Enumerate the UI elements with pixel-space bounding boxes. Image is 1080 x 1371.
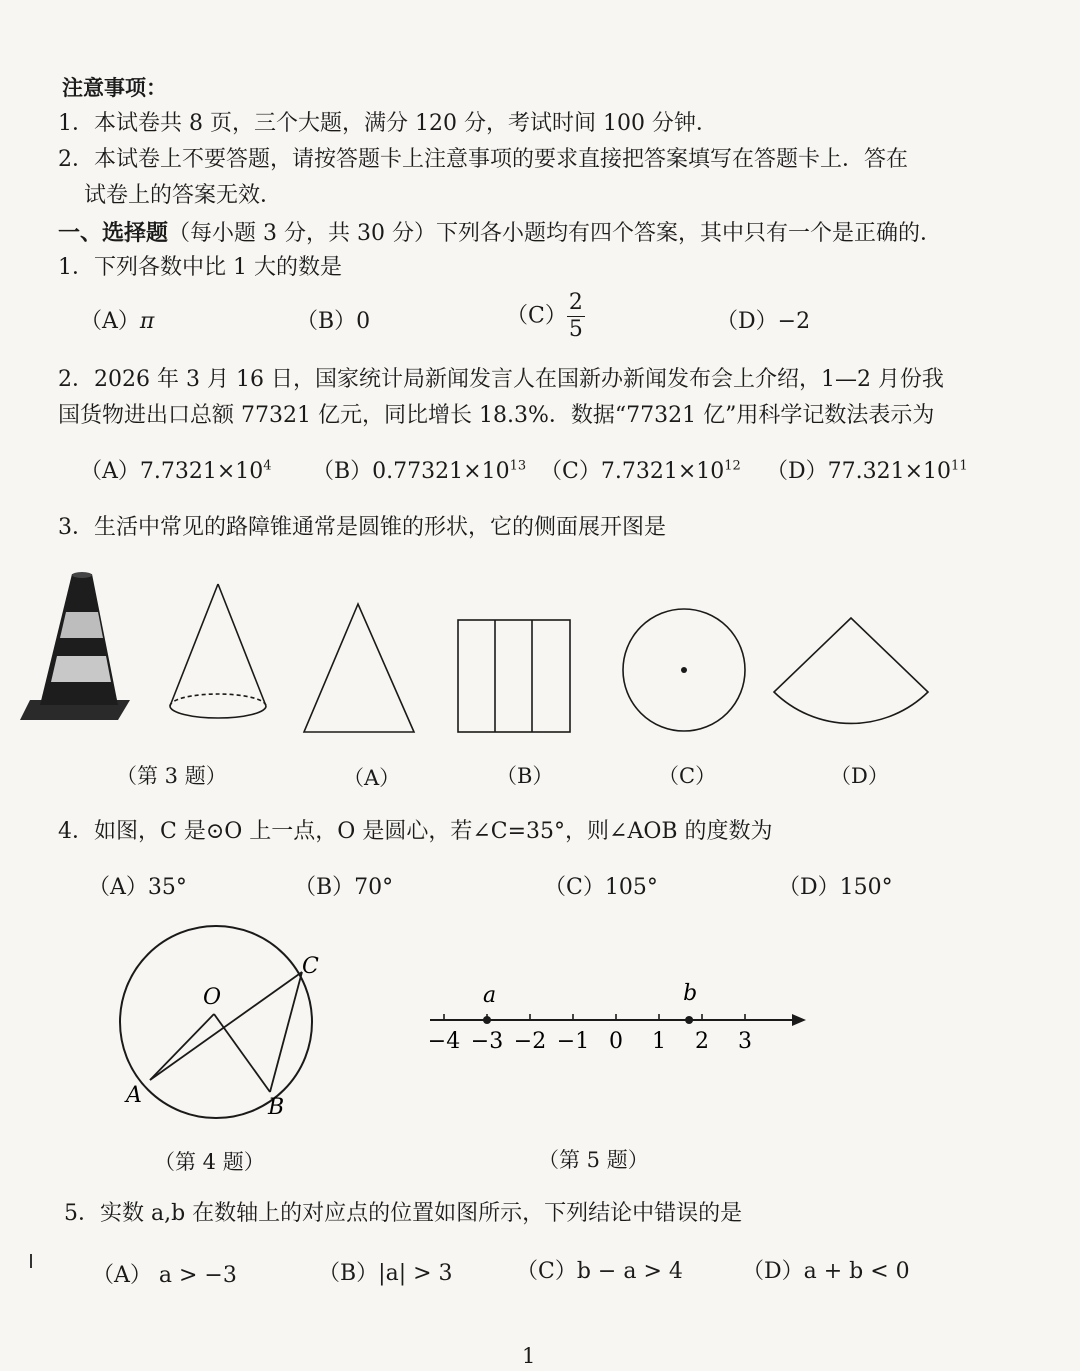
q4-option-a: （A）35° xyxy=(88,875,187,900)
question-1-stem: 1．下列各数中比 1 大的数是 xyxy=(58,255,342,280)
point-b-marker xyxy=(685,1016,693,1024)
q5-option-b: （B）|a| > 3 xyxy=(318,1261,453,1286)
section-1-description: （每小题 3 分，共 30 分）下列各小题均有四个答案，其中只有一个是正确的． xyxy=(168,221,942,246)
question-5-stem: 5．实数 a,b 在数轴上的对应点的位置如图所示，下列结论中错误的是 xyxy=(64,1201,743,1226)
section-1-title: 一、选择题 xyxy=(58,220,169,246)
tick-label: −1 xyxy=(556,1029,590,1054)
q2-option-c: $(C)7.7321\times 10^{12}$ xyxy=(540,458,741,484)
tick-label: −2 xyxy=(513,1029,547,1054)
q4-figure-caption: （第 4 题） xyxy=(154,1150,265,1174)
q4-option-b: （B）70° xyxy=(294,875,394,900)
tick-label: −4 xyxy=(427,1029,461,1054)
q4-option-d: （D）150° xyxy=(778,875,893,900)
page-number: 1 xyxy=(522,1344,536,1368)
q5-option-a: （A） a > −3 xyxy=(92,1263,237,1288)
question-4-circle-figure xyxy=(110,916,340,1126)
cropped-title-fragment xyxy=(200,0,820,6)
q5-option-c: （C）b − a > 4 xyxy=(516,1259,683,1284)
q3-caption-question: （第 3 题） xyxy=(116,764,227,788)
notice-item-1: 1．本试卷共 8 页，三个大题，满分 120 分，考试时间 100 分钟． xyxy=(58,111,718,136)
q5-option-d: （D）a + b < 0 xyxy=(742,1259,910,1284)
option-d-sector xyxy=(774,618,928,723)
question-2-stem-line-2: 国货物进出口总额 77321 亿元，同比增长 18.3%．数据“77321 亿”用科学记数法表示为 xyxy=(58,403,935,428)
q1-option-d: （D）−2 xyxy=(716,309,811,334)
q3-caption-c: （C） xyxy=(658,764,717,788)
point-a-marker xyxy=(483,1016,491,1024)
q1-option-c: （C） $\frac{2}{5}$ xyxy=(506,290,583,342)
point-a-label: A xyxy=(126,1083,142,1108)
margin-mark xyxy=(30,1254,32,1268)
q5-figure-caption: （第 5 题） xyxy=(538,1148,649,1172)
q3-caption-b: （B） xyxy=(496,764,554,788)
point-c-label: C xyxy=(302,954,319,979)
option-c-circle xyxy=(623,609,745,731)
point-b-label: B xyxy=(268,1095,285,1120)
point-o-label: O xyxy=(203,985,222,1010)
cone-drawing xyxy=(170,584,266,718)
q2-option-a: $(A)7.7321\times 10^4$ xyxy=(80,458,272,484)
question-4-stem: 4．如图，C 是⊙O 上一点，O 是圆心，若∠C=35°，则∠AOB 的度数为 xyxy=(58,819,773,844)
point-b-label: b xyxy=(683,981,698,1006)
tick-label: 0 xyxy=(609,1029,623,1054)
option-b-rectangle xyxy=(458,620,570,732)
q1-option-b: （B）0 xyxy=(296,309,371,334)
point-a-label: a xyxy=(483,983,497,1008)
q4-option-c: （C）105° xyxy=(544,875,658,900)
notice-item-2-line-1: 2．本试卷上不要答题，请按答题卡上注意事项的要求直接把答案填写在答题卡上．答在 xyxy=(58,147,908,172)
tick-label: 3 xyxy=(738,1029,752,1054)
question-3-stem: 3．生活中常见的路障锥通常是圆锥的形状，它的侧面展开图是 xyxy=(58,515,666,540)
question-3-figures xyxy=(0,560,1080,750)
tick-label: 1 xyxy=(652,1029,666,1054)
question-2-stem-line-1: 2．2026 年 3 月 16 日，国家统计局新闻发言人在国新办新闻发布会上介绍，1—2 月份我 xyxy=(58,367,944,392)
fraction: $\frac{2}{5}$ xyxy=(568,290,583,342)
question-5-number-line xyxy=(420,976,820,1066)
traffic-cone-image xyxy=(20,572,130,720)
q3-caption-d: （D） xyxy=(830,764,889,788)
q2-option-d: $(D)77.321\times 10^{11}$ xyxy=(766,458,968,484)
notice-item-2-line-2: 试卷上的答案无效． xyxy=(84,183,283,208)
q2-option-b: $(B)0.77321\times 10^{13}$ xyxy=(312,458,527,484)
section-1-header xyxy=(58,216,942,247)
notice-heading: 注意事项： xyxy=(62,75,167,100)
q3-caption-a: （A） xyxy=(343,766,401,790)
option-a-triangle xyxy=(304,604,414,732)
q1-option-a: （A）π xyxy=(80,309,155,334)
tick-label: −3 xyxy=(470,1029,504,1054)
tick-label: 2 xyxy=(695,1029,709,1054)
